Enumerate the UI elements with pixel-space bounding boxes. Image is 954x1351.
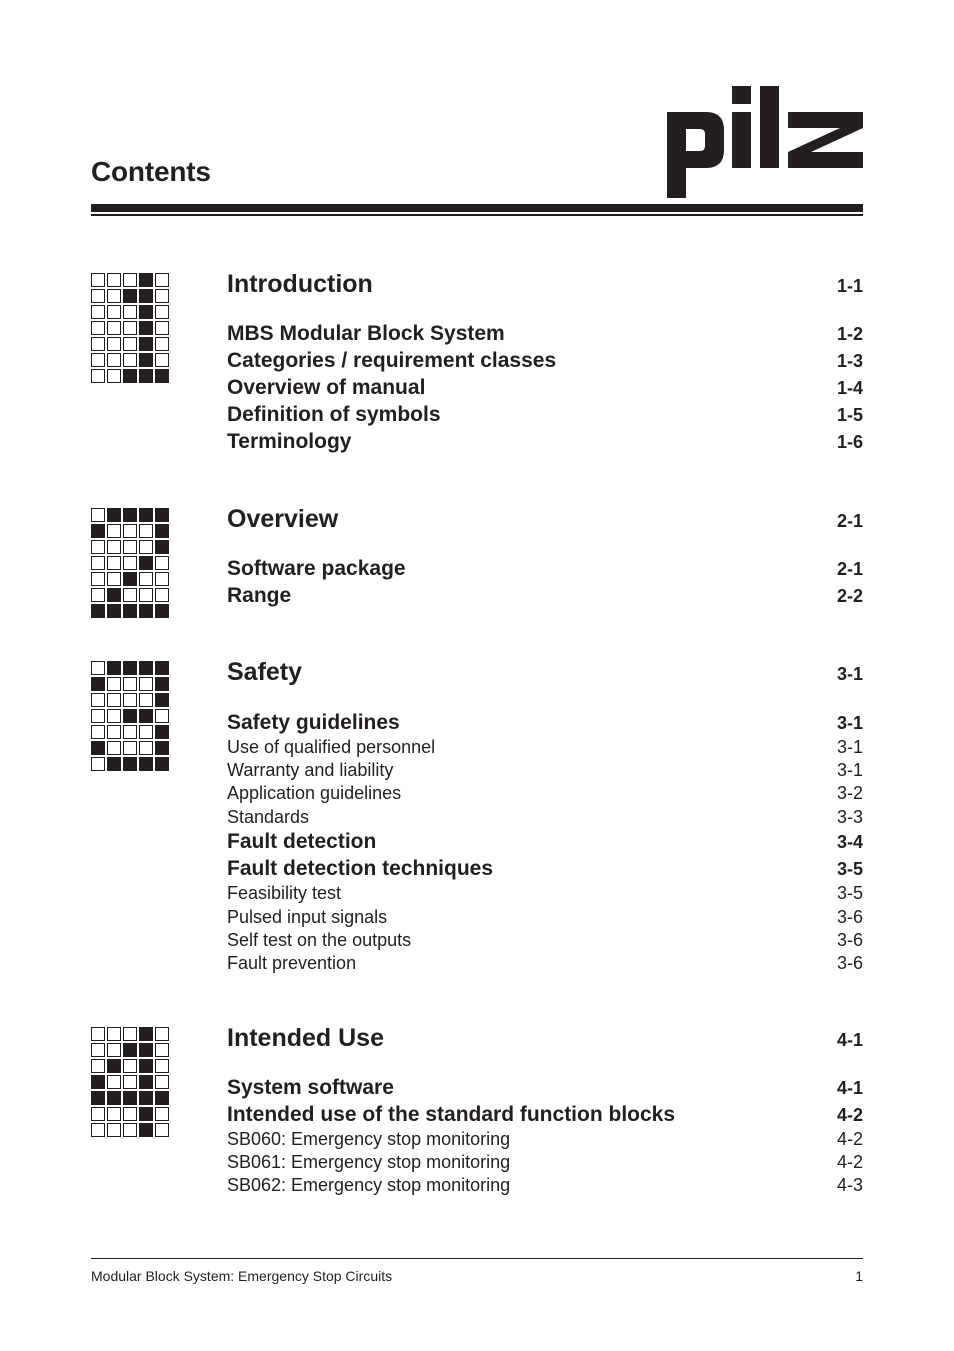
toc-subsection-entry[interactable] — [227, 760, 863, 781]
toc-entry-page: 3-2 — [836, 783, 863, 803]
toc-entry-label: Intended use of the standard function blocks — [227, 1103, 676, 1126]
grid-cell — [107, 572, 121, 586]
grid-cell — [91, 1027, 105, 1041]
grid-cell — [91, 1123, 105, 1137]
grid-cell — [139, 1027, 153, 1041]
grid-cell — [155, 353, 169, 367]
toc-entry-page: 4-3 — [836, 1175, 863, 1195]
toc-chapter-entry[interactable] — [227, 505, 863, 534]
grid-cell — [123, 289, 137, 303]
grid-cell — [91, 540, 105, 554]
toc-entry-page: 3-1 — [836, 737, 863, 757]
grid-cell — [107, 741, 121, 755]
grid-cell — [107, 1123, 121, 1137]
grid-cell — [123, 508, 137, 522]
grid-cell — [123, 661, 137, 675]
grid-cell — [139, 572, 153, 586]
grid-cell — [123, 693, 137, 707]
toc-entry-label: Overview of manual — [227, 376, 426, 399]
grid-cell — [123, 1107, 137, 1121]
grid-cell — [155, 604, 169, 618]
grid-cell — [123, 556, 137, 570]
toc-entry-page: 4-1 — [836, 1078, 863, 1098]
grid-cell — [107, 588, 121, 602]
toc-subsection-entry[interactable] — [227, 953, 863, 974]
toc-section-entry[interactable] — [227, 557, 863, 581]
grid-cell — [107, 1075, 121, 1089]
grid-cell — [139, 741, 153, 755]
header-rule-thin — [91, 214, 863, 216]
grid-cell — [107, 709, 121, 723]
grid-cell — [139, 508, 153, 522]
grid-cell — [123, 305, 137, 319]
grid-cell — [91, 725, 105, 739]
grid-cell — [91, 1075, 105, 1089]
page-title: Contents — [91, 156, 211, 187]
grid-cell — [123, 1059, 137, 1073]
toc-entry-label: Range — [227, 584, 292, 607]
grid-cell — [123, 725, 137, 739]
toc-entry-label: Warranty and liability — [227, 760, 394, 780]
toc-section-entry[interactable] — [227, 349, 863, 373]
grid-cell — [155, 661, 169, 675]
grid-cell — [107, 1059, 121, 1073]
grid-cell — [91, 508, 105, 522]
toc-entry-label: SB061: Emergency stop monitoring — [227, 1152, 511, 1172]
chapter-4-grid-icon — [91, 1027, 169, 1137]
toc-entry-page: 1-1 — [836, 276, 863, 296]
toc-entry-page: 3-5 — [836, 883, 863, 903]
grid-cell — [123, 1123, 137, 1137]
grid-cell — [91, 1107, 105, 1121]
grid-cell — [155, 1043, 169, 1057]
grid-cell — [139, 1091, 153, 1105]
grid-cell — [155, 337, 169, 351]
grid-cell — [91, 273, 105, 287]
grid-cell — [91, 305, 105, 319]
grid-cell — [91, 757, 105, 771]
grid-cell — [123, 273, 137, 287]
grid-cell — [139, 321, 153, 335]
grid-cell — [155, 289, 169, 303]
toc-subsection-entry[interactable] — [227, 737, 863, 758]
grid-cell — [139, 757, 153, 771]
toc-section-entry[interactable] — [227, 430, 863, 454]
toc-subsection-entry[interactable] — [227, 807, 863, 828]
grid-cell — [91, 588, 105, 602]
toc-subsection-entry[interactable] — [227, 907, 863, 928]
grid-cell — [139, 305, 153, 319]
grid-cell — [123, 604, 137, 618]
toc-entry-page: 2-1 — [836, 511, 863, 531]
toc-subsection-entry[interactable] — [227, 883, 863, 904]
grid-cell — [91, 369, 105, 383]
footer-page-number: 1 — [855, 1268, 863, 1284]
grid-cell — [123, 540, 137, 554]
toc-entry-label: Safety — [227, 658, 303, 686]
grid-cell — [91, 353, 105, 367]
toc-entry-label: System software — [227, 1076, 394, 1099]
grid-cell — [107, 725, 121, 739]
grid-cell — [155, 757, 169, 771]
grid-cell — [91, 289, 105, 303]
grid-cell — [91, 1059, 105, 1073]
grid-cell — [107, 508, 121, 522]
grid-cell — [123, 369, 137, 383]
grid-cell — [123, 1075, 137, 1089]
grid-cell — [139, 273, 153, 287]
toc-entry-label: Standards — [227, 807, 310, 827]
grid-cell — [155, 709, 169, 723]
toc-entry-page: 3-6 — [836, 953, 863, 973]
grid-cell — [139, 725, 153, 739]
grid-cell — [123, 1091, 137, 1105]
toc-entry-page: 2-2 — [836, 586, 863, 606]
toc-entry-page: 4-2 — [836, 1105, 863, 1125]
grid-cell — [155, 540, 169, 554]
toc-entry-label: Use of qualified personnel — [227, 737, 436, 757]
toc-entry-page: 3-1 — [836, 713, 863, 733]
grid-cell — [123, 524, 137, 538]
grid-cell — [139, 524, 153, 538]
toc-entry-page: 3-1 — [836, 760, 863, 780]
grid-cell — [139, 1123, 153, 1137]
toc-entry-page: 1-3 — [836, 351, 863, 371]
toc-section-entry[interactable] — [227, 322, 863, 346]
toc-entry-label: Software package — [227, 557, 406, 580]
grid-cell — [107, 305, 121, 319]
grid-cell — [155, 1027, 169, 1041]
grid-cell — [107, 604, 121, 618]
grid-cell — [91, 661, 105, 675]
grid-cell — [91, 604, 105, 618]
toc-entry-label: Categories / requirement classes — [227, 349, 557, 372]
toc-section-entry[interactable] — [227, 376, 863, 400]
grid-cell — [107, 1091, 121, 1105]
grid-cell — [155, 273, 169, 287]
toc-entry-label: Terminology — [227, 430, 352, 453]
grid-cell — [139, 289, 153, 303]
grid-cell — [91, 321, 105, 335]
toc-section-entry[interactable] — [227, 584, 863, 608]
pilz-logo — [664, 80, 864, 202]
grid-cell — [155, 1059, 169, 1073]
toc-section-entry[interactable] — [227, 830, 863, 854]
toc-entry-page: 3-1 — [836, 664, 863, 684]
grid-cell — [155, 572, 169, 586]
toc-entry-label: Feasibility test — [227, 883, 342, 903]
grid-cell — [155, 524, 169, 538]
grid-cell — [123, 741, 137, 755]
toc-entry-page: 3-6 — [836, 907, 863, 927]
grid-cell — [91, 677, 105, 691]
grid-cell — [155, 741, 169, 755]
grid-cell — [107, 1043, 121, 1057]
toc-section-entry[interactable] — [227, 403, 863, 427]
grid-cell — [155, 1091, 169, 1105]
toc-section-entry[interactable] — [227, 711, 863, 735]
grid-cell — [107, 273, 121, 287]
grid-cell — [123, 1043, 137, 1057]
grid-cell — [107, 1107, 121, 1121]
toc-entry-page: 3-5 — [836, 859, 863, 879]
toc-subsection-entry[interactable] — [227, 1129, 863, 1150]
grid-cell — [123, 353, 137, 367]
header-rule — [91, 204, 863, 212]
grid-cell — [139, 604, 153, 618]
toc-entry-label: Fault prevention — [227, 953, 357, 973]
grid-cell — [107, 353, 121, 367]
grid-cell — [155, 1107, 169, 1121]
grid-cell — [123, 677, 137, 691]
grid-cell — [139, 1043, 153, 1057]
grid-cell — [107, 540, 121, 554]
toc-entry-label: Pulsed input signals — [227, 907, 388, 927]
toc-entry-page: 3-6 — [836, 930, 863, 950]
grid-cell — [155, 508, 169, 522]
grid-cell — [155, 556, 169, 570]
grid-cell — [139, 693, 153, 707]
toc-entry-page: 4-2 — [836, 1152, 863, 1172]
chapter-3-grid-icon — [91, 661, 169, 771]
grid-cell — [107, 693, 121, 707]
grid-cell — [155, 369, 169, 383]
toc-entry-label: Self test on the outputs — [227, 930, 412, 950]
toc-subsection-entry[interactable] — [227, 930, 863, 951]
chapter-2-grid-icon — [91, 508, 169, 618]
grid-cell — [107, 289, 121, 303]
grid-cell — [139, 556, 153, 570]
footer-rule — [91, 1258, 863, 1259]
grid-cell — [139, 1059, 153, 1073]
toc-entry-page: 1-6 — [836, 432, 863, 452]
grid-cell — [155, 1075, 169, 1089]
grid-cell — [139, 677, 153, 691]
toc-entry-label: Intended Use — [227, 1024, 384, 1052]
toc-section-entry[interactable] — [227, 857, 863, 881]
grid-cell — [123, 709, 137, 723]
toc-subsection-entry[interactable] — [227, 1175, 863, 1196]
grid-cell — [123, 321, 137, 335]
footer-document-title: Modular Block System: Emergency Stop Circuits — [91, 1268, 393, 1284]
toc-entry-page: 1-4 — [836, 378, 863, 398]
grid-cell — [123, 757, 137, 771]
grid-cell — [91, 556, 105, 570]
toc-entry-label: MBS Modular Block System — [227, 322, 505, 345]
toc-chapter-entry[interactable] — [227, 1024, 863, 1053]
toc-section-entry[interactable] — [227, 1076, 863, 1100]
toc-subsection-entry[interactable] — [227, 783, 863, 804]
toc-entry-page: 3-3 — [836, 807, 863, 827]
toc-chapter-entry[interactable] — [227, 270, 863, 299]
grid-cell — [155, 1123, 169, 1137]
grid-cell — [139, 588, 153, 602]
grid-cell — [123, 588, 137, 602]
grid-cell — [155, 725, 169, 739]
toc-entry-page: 4-1 — [836, 1030, 863, 1050]
toc-chapter-entry[interactable] — [227, 658, 863, 687]
toc-entry-label: Fault detection techniques — [227, 857, 494, 880]
grid-cell — [139, 709, 153, 723]
grid-cell — [123, 1027, 137, 1041]
toc-entry-label: Overview — [227, 505, 339, 533]
grid-cell — [91, 741, 105, 755]
grid-cell — [139, 540, 153, 554]
toc-entry-label: Fault detection — [227, 830, 377, 853]
grid-cell — [107, 1027, 121, 1041]
grid-cell — [155, 677, 169, 691]
grid-cell — [155, 693, 169, 707]
grid-cell — [139, 1107, 153, 1121]
toc-entry-page: 1-5 — [836, 405, 863, 425]
toc-entry-page: 4-2 — [836, 1129, 863, 1149]
toc-entry-label: Application guidelines — [227, 783, 402, 803]
grid-cell — [107, 321, 121, 335]
toc-entry-label: SB060: Emergency stop monitoring — [227, 1129, 511, 1149]
toc-entry-label: SB062: Emergency stop monitoring — [227, 1175, 511, 1195]
grid-cell — [107, 337, 121, 351]
grid-cell — [139, 353, 153, 367]
grid-cell — [91, 709, 105, 723]
grid-cell — [91, 337, 105, 351]
grid-cell — [107, 677, 121, 691]
grid-cell — [107, 369, 121, 383]
grid-cell — [155, 321, 169, 335]
toc-subsection-entry[interactable] — [227, 1152, 863, 1173]
toc-entry-label: Introduction — [227, 270, 373, 298]
toc-section-entry[interactable] — [227, 1103, 863, 1127]
grid-cell — [139, 1075, 153, 1089]
toc-entry-label: Safety guidelines — [227, 711, 400, 734]
grid-cell — [107, 757, 121, 771]
grid-cell — [107, 524, 121, 538]
grid-cell — [91, 524, 105, 538]
grid-cell — [155, 588, 169, 602]
grid-cell — [91, 693, 105, 707]
chapter-1-grid-icon — [91, 273, 169, 383]
grid-cell — [91, 572, 105, 586]
toc-entry-page: 1-2 — [836, 324, 863, 344]
grid-cell — [155, 305, 169, 319]
toc-entry-page: 3-4 — [836, 832, 863, 852]
grid-cell — [139, 661, 153, 675]
toc-entry-page: 2-1 — [836, 559, 863, 579]
grid-cell — [123, 572, 137, 586]
grid-cell — [123, 337, 137, 351]
grid-cell — [91, 1043, 105, 1057]
grid-cell — [107, 661, 121, 675]
grid-cell — [139, 369, 153, 383]
grid-cell — [139, 337, 153, 351]
grid-cell — [107, 556, 121, 570]
grid-cell — [91, 1091, 105, 1105]
toc-entry-label: Definition of symbols — [227, 403, 441, 426]
